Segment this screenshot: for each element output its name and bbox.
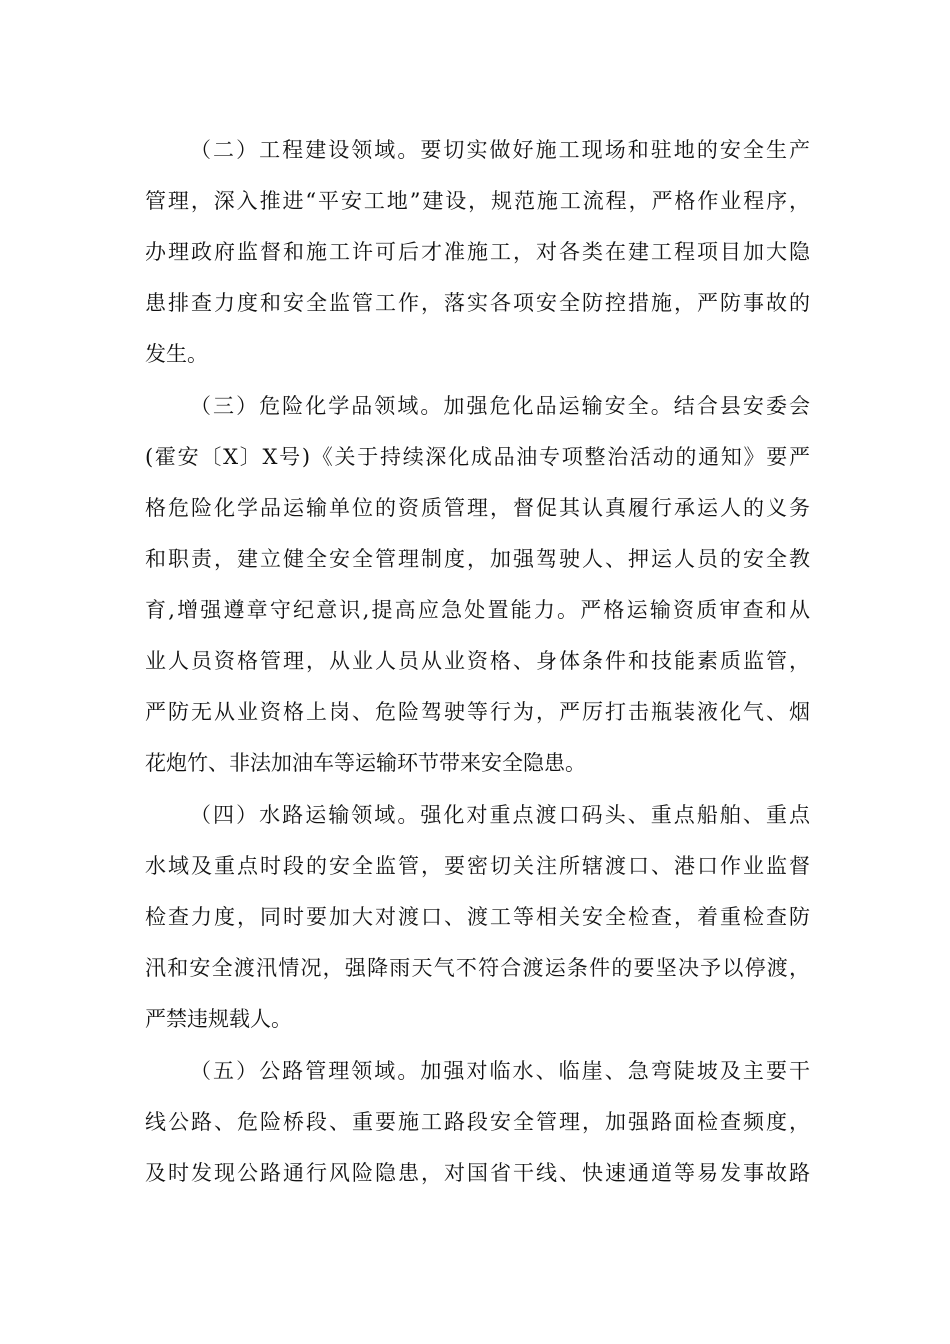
paragraph-line: （三）危险化学品领域。加强危化品运输安全。结合县安委会 bbox=[190, 394, 810, 418]
paragraph-line: 及时发现公路通行风险隐患，对国省干线、快速通道等易发事故路 bbox=[145, 1161, 810, 1185]
paragraph-line: 格危险化学品运输单位的资质管理，督促其认真履行承运人的义务 bbox=[145, 496, 810, 520]
paragraph-line: 严防无从业资格上岗、危险驾驶等行为，严厉打击瓶装液化气、烟 bbox=[145, 700, 810, 724]
paragraph-line: （四）水路运输领域。强化对重点渡口码头、重点船舶、重点 bbox=[190, 803, 810, 827]
paragraph-line: 严禁违规载人。 bbox=[145, 1007, 292, 1031]
paragraph-line: 和职责，建立健全安全管理制度，加强驾驶人、押运人员的安全教 bbox=[145, 547, 810, 571]
paragraph-line: 管理，深入推进“平安工地”建设，规范施工流程，严格作业程序， bbox=[145, 189, 810, 213]
paragraph-line: 花炮竹、非法加油车等运输环节带来安全隐患。 bbox=[145, 751, 586, 775]
paragraph-line: 患排查力度和安全监管工作，落实各项安全防控措施，严防事故的 bbox=[145, 291, 810, 315]
paragraph-line: 汛和安全渡汛情况，强降雨天气不符合渡运条件的要坚决予以停渡， bbox=[145, 956, 810, 980]
paragraph-line: (霍安〔X〕X号)《关于持续深化成品油专项整治活动的通知》要严 bbox=[145, 445, 810, 469]
paragraph-line: 线公路、危险桥段、重要施工路段安全管理，加强路面检查频度， bbox=[145, 1110, 810, 1134]
paragraph-line: 发生。 bbox=[145, 342, 208, 366]
paragraph-line: 业人员资格管理，从业人员从业资格、身体条件和技能素质监管， bbox=[145, 649, 810, 673]
paragraph-line: 育,增强遵章守纪意识,提高应急处置能力。严格运输资质审查和从 bbox=[145, 598, 810, 622]
paragraph-line: （二）工程建设领域。要切实做好施工现场和驻地的安全生产 bbox=[190, 138, 810, 162]
paragraph-line: （五）公路管理领域。加强对临水、临崖、急弯陡坡及主要干 bbox=[190, 1059, 810, 1083]
paragraph-line: 办理政府监督和施工许可后才准施工，对各类在建工程项目加大隐 bbox=[145, 240, 810, 264]
paragraph-line: 水域及重点时段的安全监管，要密切关注所辖渡口、港口作业监督 bbox=[145, 854, 810, 878]
paragraph-line: 检查力度，同时要加大对渡口、渡工等相关安全检查，着重检查防 bbox=[145, 905, 810, 929]
